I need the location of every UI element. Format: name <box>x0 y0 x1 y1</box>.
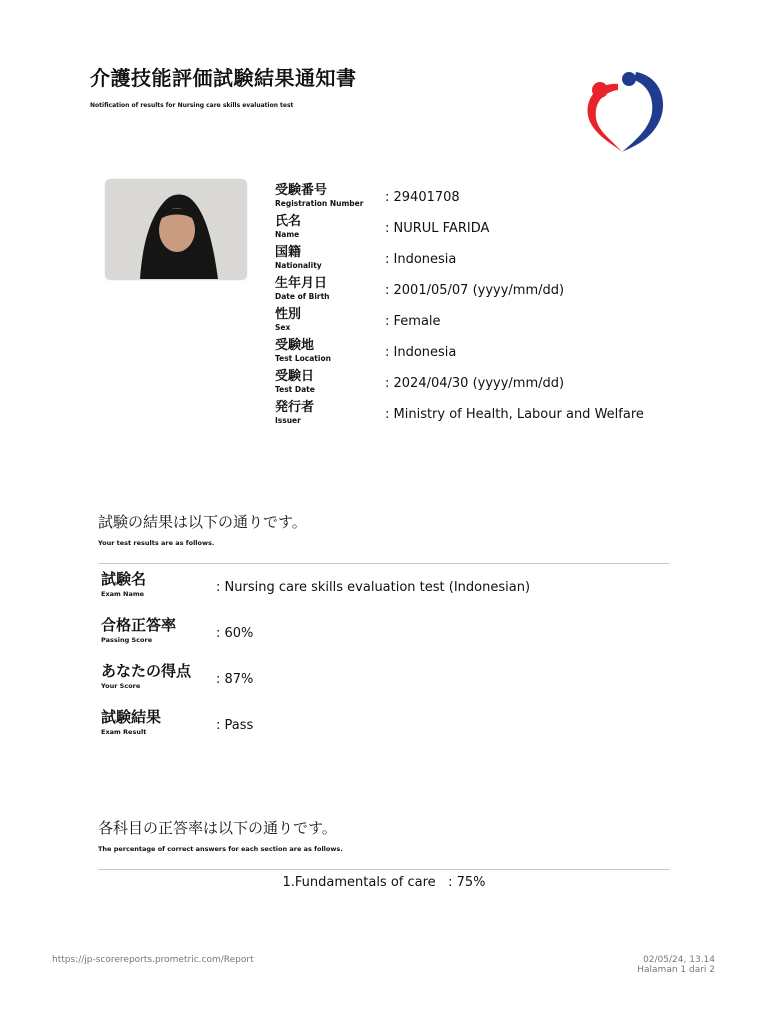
sections-subheading: The percentage of correct answers for each section are as follows. <box>98 845 343 853</box>
info-value: : Indonesia <box>385 345 457 360</box>
info-nationality <box>275 245 695 276</box>
candidate-photo <box>106 180 246 279</box>
result-value: : Nursing care skills evaluation test (Indonesian) <box>216 580 531 595</box>
results-heading: 試験の結果は以下の通りです。 <box>98 513 307 531</box>
info-test-location <box>275 338 695 369</box>
result-label-jp: 試験結果 <box>101 708 162 726</box>
result-label-en: Your Score <box>101 682 141 690</box>
result-exam-name <box>101 569 671 613</box>
footer-datetime: 02/05/24, 13.14 <box>643 955 715 965</box>
result-label-en: Passing Score <box>101 636 153 644</box>
result-label-jp: 試験名 <box>101 570 147 588</box>
info-label-en: Issuer <box>275 416 301 425</box>
section-item-score: : 75% <box>448 875 486 890</box>
info-label-en: Nationality <box>275 261 322 270</box>
info-value: : NURUL FARIDA <box>385 221 490 236</box>
result-value: : 87% <box>216 672 254 687</box>
info-value: : 2001/05/07 (yyyy/mm/dd) <box>385 283 565 298</box>
info-label-en: Sex <box>275 323 291 332</box>
info-issuer <box>275 400 695 431</box>
info-label-jp: 受験地 <box>275 338 315 353</box>
info-test-date <box>275 369 695 400</box>
info-value: : 2024/04/30 (yyyy/mm/dd) <box>385 376 565 391</box>
info-value: : 29401708 <box>385 190 460 205</box>
result-label-en: Exam Result <box>101 728 147 736</box>
result-your-score <box>101 661 671 705</box>
info-label-en: Test Location <box>275 354 331 363</box>
info-name <box>275 214 695 245</box>
info-label-jp: 発行者 <box>275 400 315 415</box>
info-label-en: Date of Birth <box>275 292 330 301</box>
document-title: 介護技能評価試験結果通知書 <box>90 66 357 90</box>
section-item <box>98 875 670 890</box>
result-label-en: Exam Name <box>101 590 145 598</box>
sections-heading: 各科目の正答率は以下の通りです。 <box>98 819 337 837</box>
info-value: : Ministry of Health, Labour and Welfare <box>385 407 644 422</box>
info-label-jp: 性別 <box>275 307 302 322</box>
info-label-en: Test Date <box>275 385 315 394</box>
section-item-name: 1.Fundamentals of care <box>282 875 436 890</box>
info-value: : Indonesia <box>385 252 457 267</box>
info-value: : Female <box>385 314 441 329</box>
results-divider <box>98 563 670 564</box>
result-passing-score <box>101 615 671 659</box>
info-label-jp: 氏名 <box>275 214 302 229</box>
footer-url: https://jp-scorereports.prometric.com/Report <box>52 955 254 965</box>
footer-page-number: Halaman 1 dari 2 <box>637 965 715 975</box>
info-date-of-birth <box>275 276 695 307</box>
result-value: : 60% <box>216 626 254 641</box>
result-exam-result <box>101 707 671 751</box>
info-label-jp: 生年月日 <box>275 276 328 291</box>
info-sex <box>275 307 695 338</box>
sections-divider <box>98 869 670 870</box>
ministry-logo-icon <box>578 62 668 154</box>
result-label-jp: あなたの得点 <box>101 662 192 680</box>
result-label-jp: 合格正答率 <box>101 616 177 634</box>
info-label-jp: 受験日 <box>275 369 315 384</box>
info-label-en: Name <box>275 230 300 239</box>
info-label-jp: 国籍 <box>275 245 302 260</box>
info-registration-number <box>275 183 695 214</box>
result-value: : Pass <box>216 718 254 733</box>
info-label-jp: 受験番号 <box>275 183 328 198</box>
results-subheading: Your test results are as follows. <box>98 539 215 547</box>
info-label-en: Registration Number <box>275 199 364 208</box>
document-subtitle: Notification of results for Nursing care skills evaluation test <box>90 102 294 109</box>
